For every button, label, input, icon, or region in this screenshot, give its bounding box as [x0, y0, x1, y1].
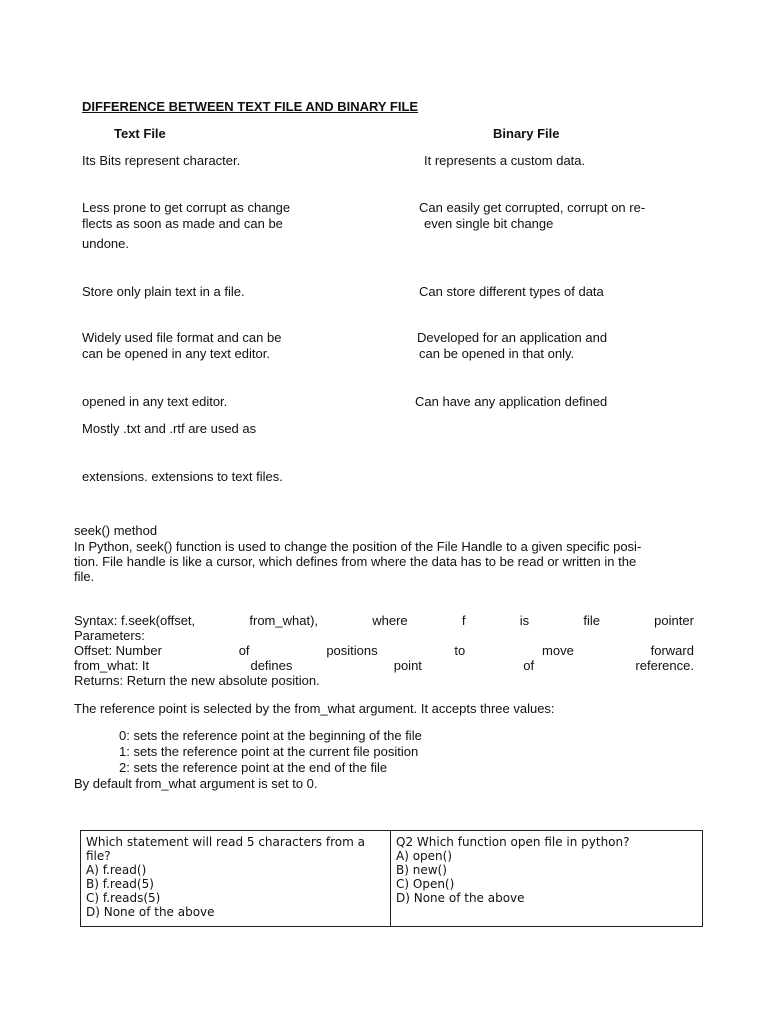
from-what-word: of — [523, 658, 535, 673]
column-header-text-file: Text File — [114, 126, 166, 141]
offset-word: Offset: Number — [74, 643, 162, 658]
from-what-value: 0: sets the reference point at the beginning of the file — [119, 728, 422, 743]
reference-line: The reference point is selected by the from_what argument. It accepts three values: — [74, 701, 555, 716]
syntax-line — [74, 613, 694, 628]
question-text: Q2 Which function open file in python? — [396, 835, 630, 849]
syntax-word: file — [583, 613, 600, 628]
option: B) f.read(5) — [86, 877, 154, 891]
text-file-point: undone. — [82, 236, 129, 251]
text-file-point: Store only plain text in a file. — [82, 284, 245, 299]
text-file-point: flects as soon as made and can be — [82, 216, 283, 231]
column-header-binary-file: Binary File — [493, 126, 560, 141]
binary-file-point: It represents a custom data. — [424, 153, 586, 168]
text-file-point: Widely used file format and can be — [82, 330, 282, 345]
text-file-point: can be opened in any text editor. — [82, 346, 270, 361]
option: D) None of the above — [396, 891, 525, 905]
text-file-point: Its Bits represent character. — [82, 153, 241, 168]
from-what-word: point — [393, 658, 422, 673]
option: B) new() — [396, 863, 447, 877]
parameters-label: Parameters: — [74, 628, 145, 643]
from-what-line — [74, 658, 694, 673]
option: A) f.read() — [86, 863, 147, 877]
from-what-word: reference. — [635, 658, 694, 673]
binary-file-point: Can have any application defined — [415, 394, 608, 409]
offset-word: forward — [650, 643, 694, 658]
text-file-point: opened in any text editor. — [82, 394, 228, 409]
offset-word: move — [542, 643, 574, 658]
binary-file-point: Can store different types of data — [419, 284, 604, 299]
syntax-word: is — [519, 613, 530, 628]
from-what-value: 1: sets the reference point at the current file position — [119, 744, 419, 759]
from-what-value: 2: sets the reference point at the end of the file — [119, 760, 388, 775]
syntax-word: pointer — [654, 613, 694, 628]
seek-title: seek() method — [74, 523, 158, 538]
quiz-question-1 — [81, 831, 391, 926]
syntax-word: from_what), — [249, 613, 319, 628]
default-line: By default from_what argument is set to 0. — [74, 776, 318, 791]
syntax-word: f — [461, 613, 466, 628]
text-file-point: Less prone to get corrupt as change — [82, 200, 291, 215]
from-what-word: defines — [250, 658, 293, 673]
binary-file-point: can be opened in that only. — [419, 346, 575, 361]
page-heading: DIFFERENCE BETWEEN TEXT FILE AND BINARY FILE — [82, 99, 419, 114]
offset-word: to — [454, 643, 466, 658]
text-file-point: extensions. extensions to text files. — [82, 469, 283, 484]
syntax-word: Syntax: f.seek(offset, — [74, 613, 196, 628]
option: A) open() — [396, 849, 453, 863]
seek-description: In Python, seek() function is used to change the position of the File Handle to a given specific posi- — [74, 539, 642, 554]
returns-line: Returns: Return the new absolute position. — [74, 673, 320, 688]
offset-word: of — [238, 643, 250, 658]
seek-description: tion. File handle is like a cursor, which defines from where the data has to be read or written in the — [74, 554, 637, 569]
option: C) f.reads(5) — [86, 891, 161, 905]
seek-description: file. — [74, 569, 95, 584]
offset-line — [74, 643, 694, 658]
binary-file-point: even single bit change — [424, 216, 554, 231]
option: D) None of the above — [86, 905, 215, 919]
text-file-point: Mostly .txt and .rtf are used as — [82, 421, 257, 436]
quiz-question-2 — [391, 831, 702, 926]
from-what-word: from_what: It — [74, 658, 150, 673]
option: C) Open() — [396, 877, 455, 891]
binary-file-point: Can easily get corrupted, corrupt on re- — [419, 200, 646, 215]
offset-word: positions — [326, 643, 378, 658]
question-text: Which statement will read 5 characters from a file? — [86, 835, 365, 863]
quiz-table — [80, 830, 703, 927]
syntax-word: where — [372, 613, 408, 628]
binary-file-point: Developed for an application and — [417, 330, 608, 345]
